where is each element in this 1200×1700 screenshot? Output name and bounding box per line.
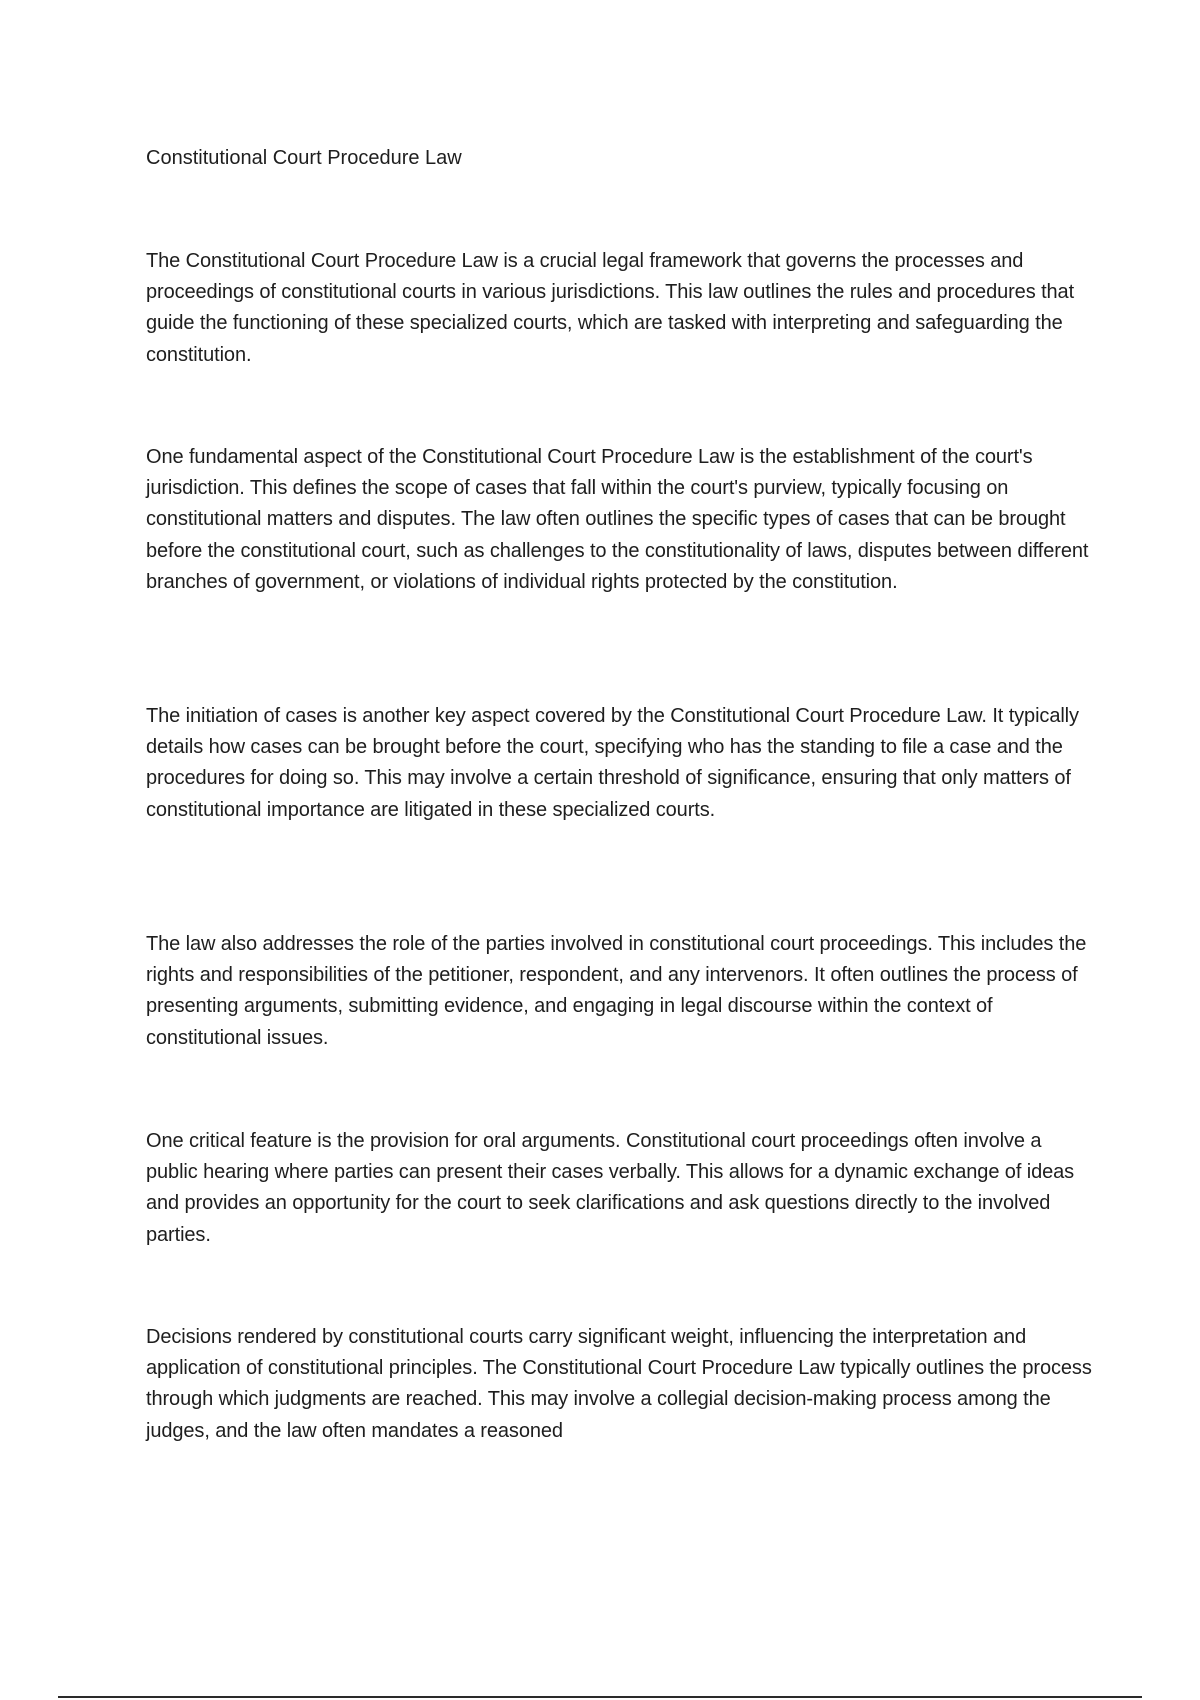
document-title: Constitutional Court Procedure Law bbox=[146, 147, 462, 169]
page-bottom-divider bbox=[58, 1696, 1142, 1698]
paragraph-oral-arguments: One critical feature is the provision for oral arguments. Constitutional court proceedings often involve a public hearing where parties can present their cases verbally. This allows for a dynamic exchange of ideas and provides an opportunity for the court to seek clarifications and ask questions directly to the involved parties. bbox=[146, 1130, 1075, 1246]
paragraph-jurisdiction: One fundamental aspect of the Constitutional Court Procedure Law is the establishment of the court's jurisdiction. This defines the scope of cases that fall within the court's purview, typically focusing on constitutional matters and disputes. The law often outlines the specific types of cases that can be brought before the constitutional court, such as challenges to the constitutionality of laws, disputes between different branches of government, or violations of individual rights protected by the constitution. bbox=[146, 446, 1089, 593]
paragraph-introduction: The Constitutional Court Procedure Law is a crucial legal framework that governs the processes and proceedings of constitutional courts in various jurisdictions. This law outlines the rules and procedures that guide the functioning of these specialized courts, which are tasked with interpreting and safeguarding the constitution. bbox=[146, 250, 1075, 366]
paragraph-initiation-of-cases: The initiation of cases is another key aspect covered by the Constitutional Court Procedure Law. It typically details how cases can be brought before the court, specifying who has the standing to file a case and the procedures for doing so. This may involve a certain threshold of significance, ensuring that only matters of constitutional importance are litigated in these specialized courts. bbox=[146, 705, 1079, 821]
paragraph-decisions: Decisions rendered by constitutional courts carry significant weight, influencing the interpretation and application of constitutional principles. The Constitutional Court Procedure Law typically outlines the process through which judgments are reached. This may involve a collegial decision-making process among the judges, and the law often mandates a reasoned bbox=[146, 1326, 1092, 1442]
paragraph-role-of-parties: The law also addresses the role of the parties involved in constitutional court proceedings. This includes the rights and responsibilities of the petitioner, respondent, and any intervenors. It often outlines the process of presenting arguments, submitting evidence, and engaging in legal discourse within the context of constitutional issues. bbox=[146, 933, 1087, 1049]
